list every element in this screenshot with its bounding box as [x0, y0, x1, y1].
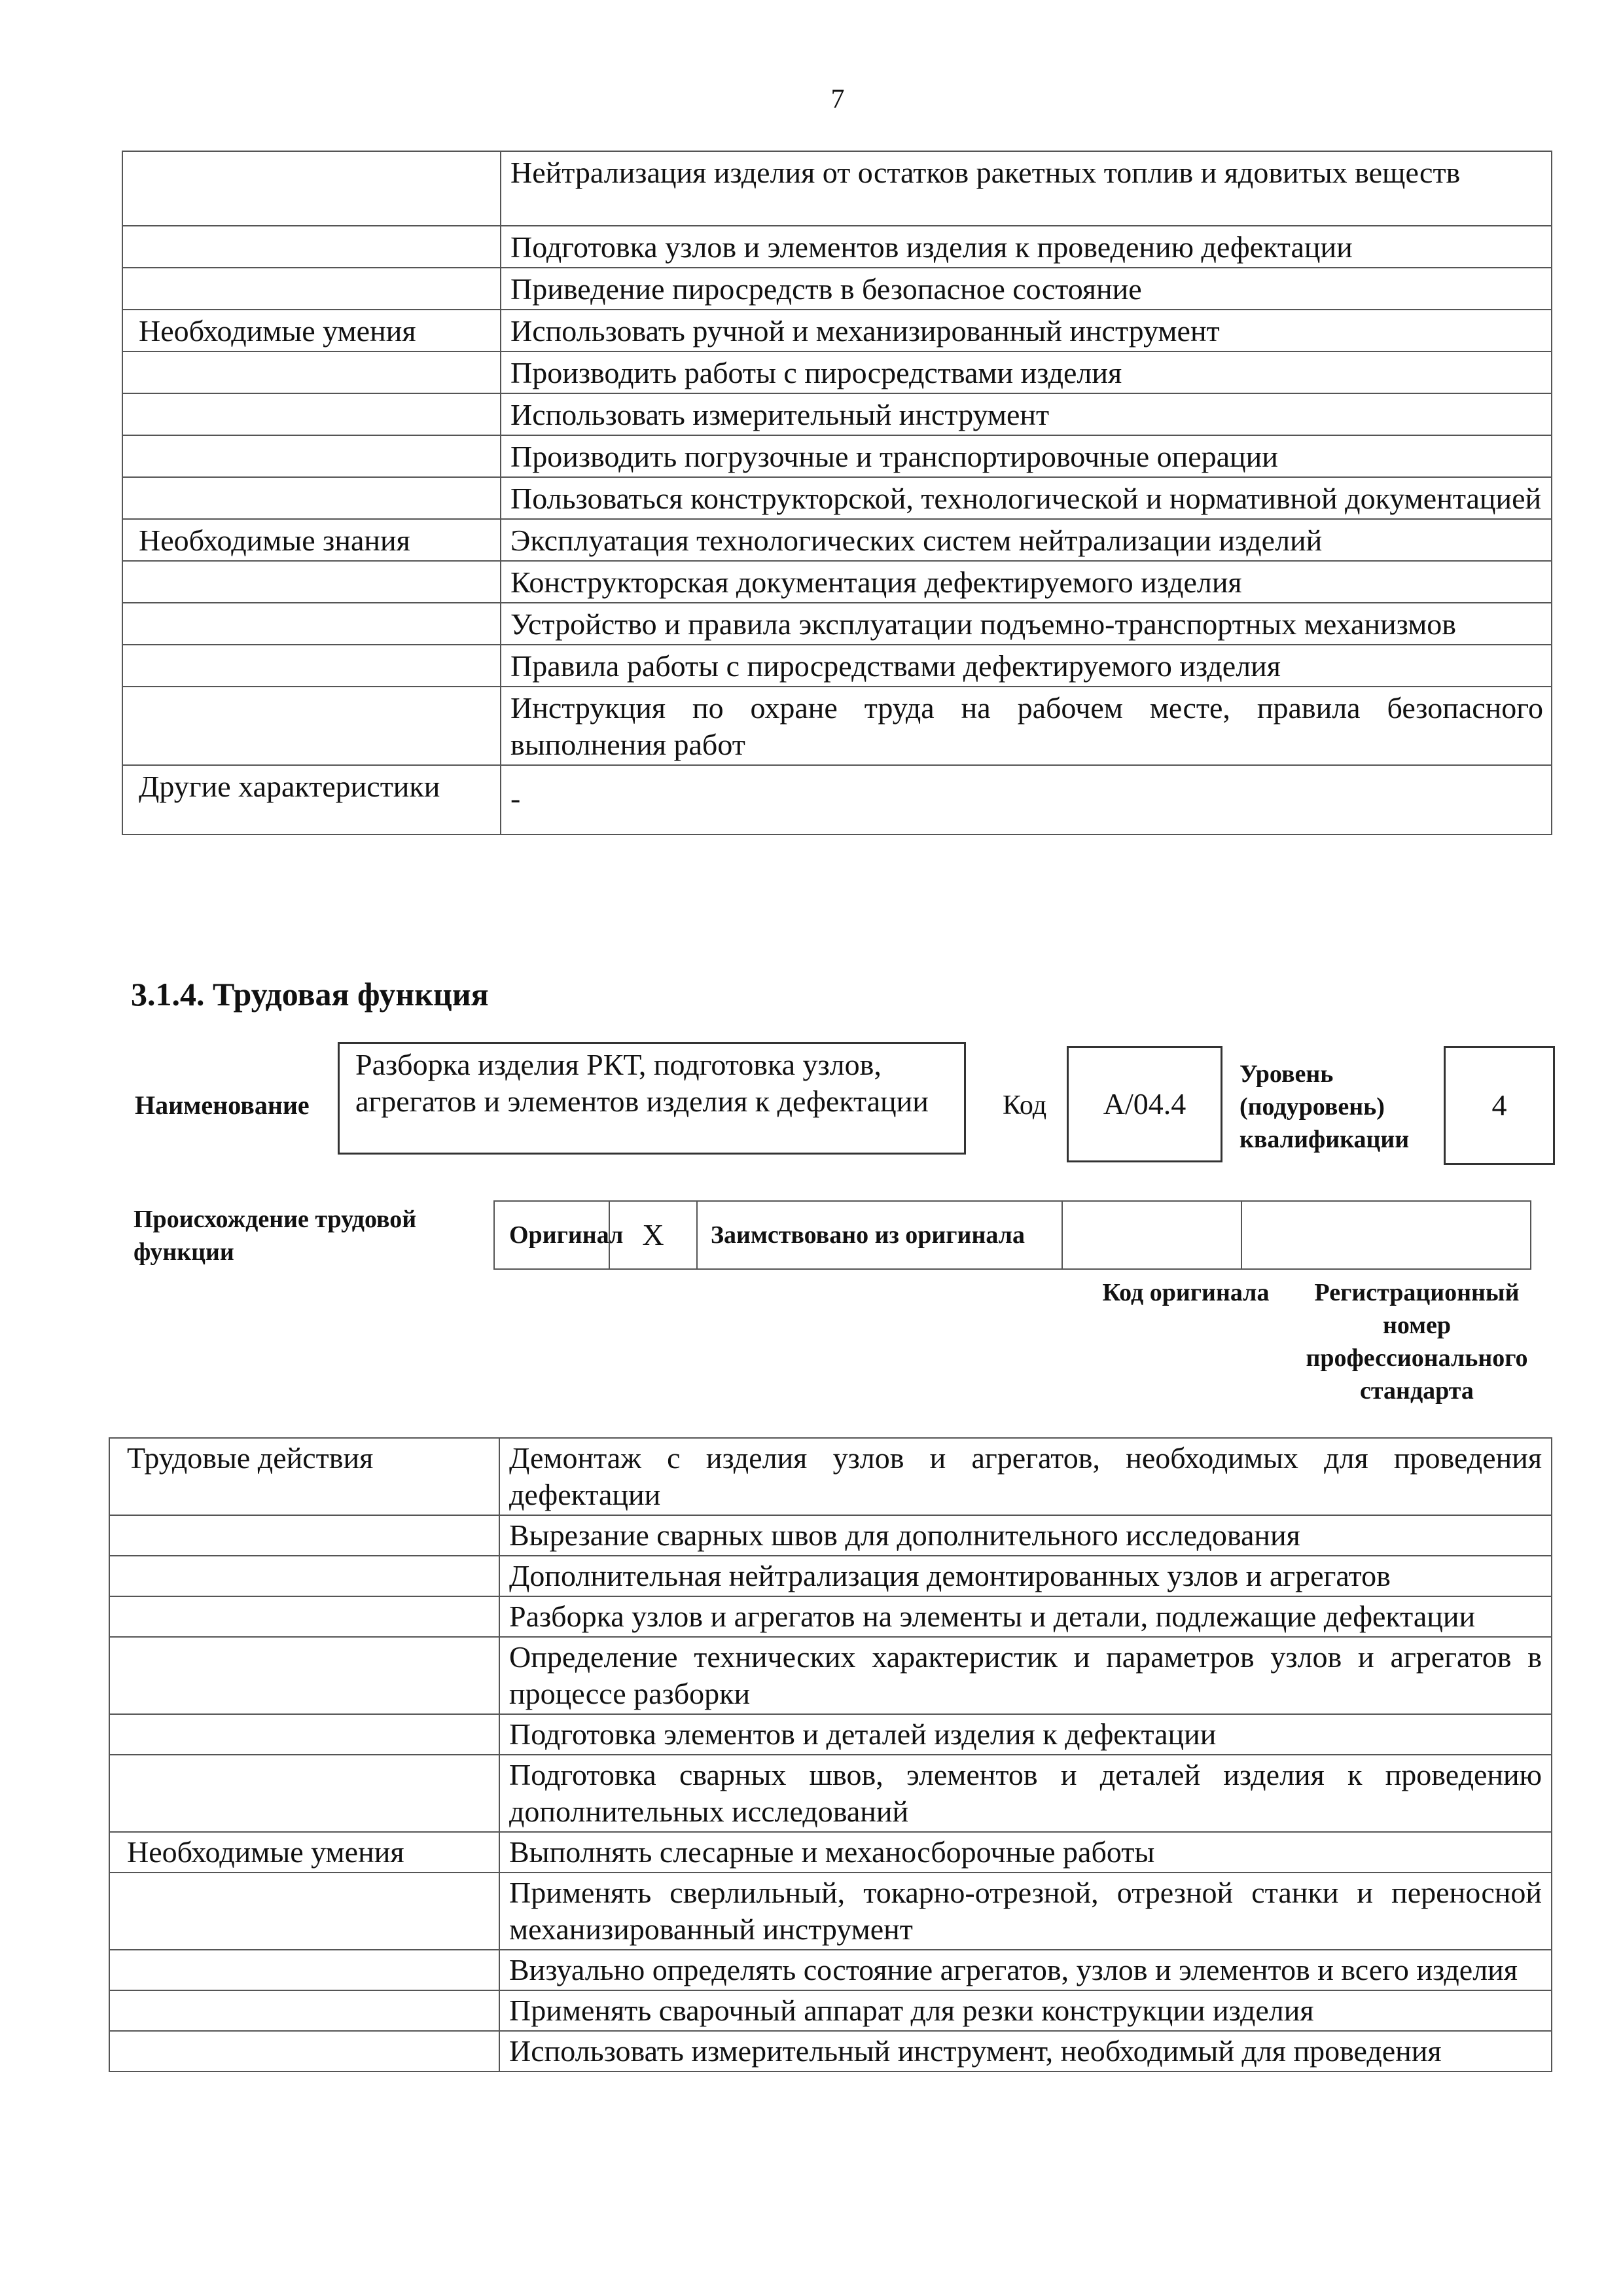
function-name-box: Разборка изделия РКТ, подготовка узлов, агрегатов и элементов изделия к дефектации [338, 1042, 966, 1155]
table-cell: Производить погрузочные и транспортировочные операции [501, 435, 1552, 477]
table-cell: Дополнительная нейтрализация демонтированных узлов и агрегатов [499, 1556, 1552, 1596]
table-cell: Использовать ручной и механизированный инструмент [501, 310, 1552, 351]
level-box: 4 [1444, 1046, 1555, 1165]
name-label: Наименование [135, 1090, 310, 1120]
section-heading: 3.1.4. Трудовая функция [131, 976, 489, 1013]
table-cell: Выполнять слесарные и механосборочные работы [499, 1832, 1552, 1873]
table-cell: Демонтаж с изделия узлов и агрегатов, необходимых для проведения дефектации [499, 1438, 1552, 1515]
origin-label: Происхождение трудовой функции [134, 1206, 417, 1266]
level-label: Уровень (подуровень) квалификации [1240, 1060, 1410, 1153]
table-cell: Определение технических характеристик и параметров узлов и агрегатов в процессе разборки [499, 1637, 1552, 1714]
table-cell: Подготовка узлов и элементов изделия к проведению дефектации [501, 226, 1552, 268]
table-cell: Эксплуатация технологических систем нейтрализации изделий [501, 519, 1552, 561]
table-cell: Нейтрализация изделия от остатков ракетных топлив и ядовитых веществ [501, 151, 1552, 226]
table-cell: Производить работы с пиросредствами изделия [501, 351, 1552, 393]
table-cell: Устройство и правила эксплуатации подъемно-транспортных механизмов [501, 603, 1552, 645]
table-cell: Разборка узлов и агрегатов на элементы и детали, подлежащие дефектации [499, 1596, 1552, 1637]
skills-label: Необходимые умения [122, 310, 501, 351]
origin-code-caption: Код оригинала [1102, 1279, 1270, 1306]
function-detail-table [109, 1437, 1552, 2072]
code-label: Код [1003, 1090, 1047, 1121]
table-cell: Применять сварочный аппарат для резки конструкции изделия [499, 1990, 1552, 2031]
table-cell: Использовать измерительный инструмент [501, 393, 1552, 435]
table-cell: - [501, 765, 1552, 834]
table-cell: Вырезание сварных швов для дополнительного исследования [499, 1515, 1552, 1556]
table-cell: Конструкторская документация дефектируемого изделия [501, 561, 1552, 603]
origin-row [493, 1200, 1531, 1270]
table-cell: Визуально определять состояние агрегатов, узлов и элементов и всего изделия [499, 1950, 1552, 1990]
table-cell: Подготовка элементов и деталей изделия к дефектации [499, 1714, 1552, 1755]
table-cell: Подготовка сварных швов, элементов и деталей изделия к проведению дополнительных исследований [499, 1755, 1552, 1832]
origin-reg-caption: Регистрационный номер профессионального стандарта [1306, 1279, 1528, 1405]
table-cell: Приведение пиросредств в безопасное состояние [501, 268, 1552, 310]
knowledge-label: Необходимые знания [122, 519, 501, 561]
table-cell: Пользоваться конструкторской, технологической и нормативной документацией [501, 477, 1552, 519]
label-cell-empty [122, 151, 501, 226]
origin-code-cell [1063, 1202, 1242, 1268]
table-cell: Применять сверлильный, токарно-отрезной, отрезной станки и переносной механизированный инструмент [499, 1873, 1552, 1950]
code-box: А/04.4 [1067, 1046, 1222, 1162]
page-number: 7 [830, 84, 845, 115]
actions-label: Трудовые действия [109, 1438, 499, 1515]
table-cell: Правила работы с пиросредствами дефектируемого изделия [501, 645, 1552, 687]
origin-mark-cell: X [610, 1202, 698, 1268]
table-cell: Использовать измерительный инструмент, необходимый для проведения [499, 2031, 1552, 2072]
other-label: Другие характеристики [122, 765, 501, 834]
origin-borrowed-cell: Заимствовано из оригинала [698, 1202, 1063, 1268]
origin-reg-cell [1242, 1202, 1530, 1268]
continued-function-table [122, 151, 1552, 835]
skills-label: Необходимые умения [109, 1832, 499, 1873]
table-cell: Инструкция по охране труда на рабочем месте, правила безопасного выполнения работ [501, 687, 1552, 765]
origin-original-cell: Оригинал [495, 1202, 610, 1268]
